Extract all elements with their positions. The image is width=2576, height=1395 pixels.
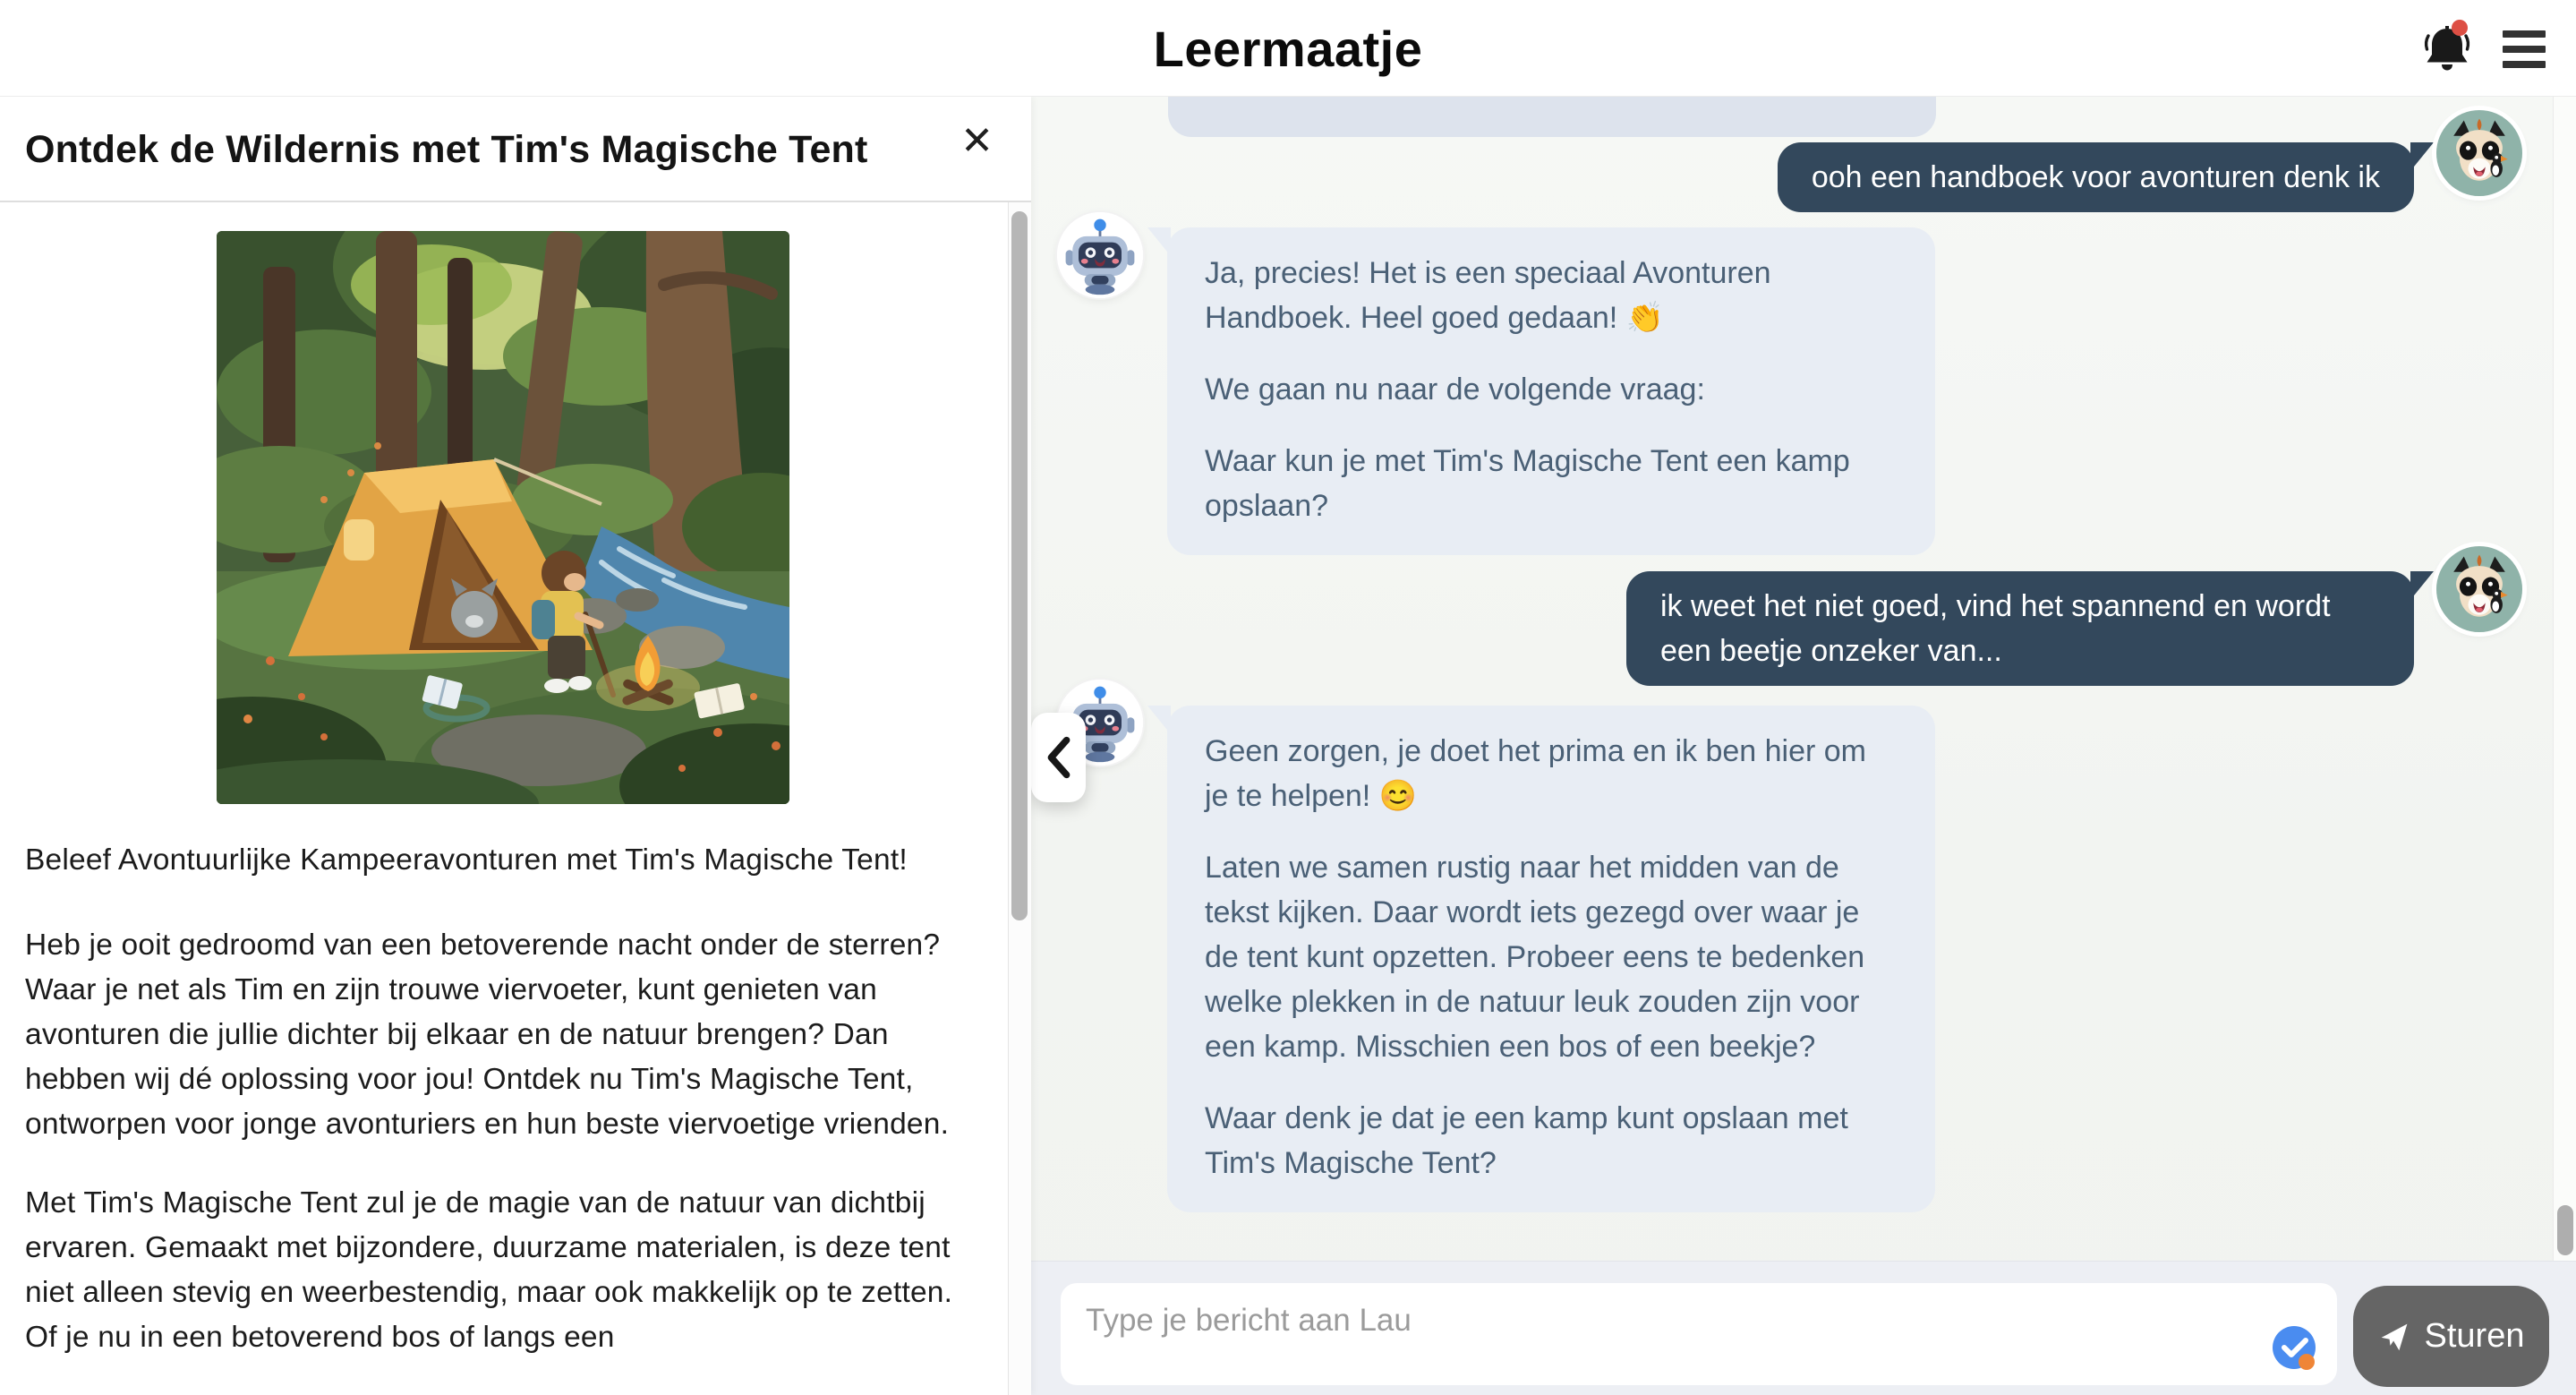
bot-paragraph: We gaan nu naar de volgende vraag:: [1205, 372, 1705, 407]
message-input[interactable]: [1061, 1283, 2337, 1385]
bot-paragraph: Ja, precies! Het is een speciaal Avonturen Handboek. Heel goed gedaan! 👏: [1205, 256, 1771, 335]
chevron-left-icon: [1041, 732, 1077, 783]
collapse-panel-button[interactable]: [1031, 713, 1086, 802]
paper-plane-icon: [2378, 1321, 2410, 1353]
user-message-row: [1057, 142, 2522, 212]
app-title: Leermaatje: [1153, 20, 1423, 77]
bot-paragraph: Laten we samen rustig naar het midden van de tekst kijken. Daar wordt iets gezegd over waar je de tent kunt opzetten. Probeer eens te bedenken welke plekken in de natuur leuk zouden zijn voor een kamp. Misschien een bos of een beekje?: [1205, 851, 1865, 1064]
chat-message-list: [1031, 97, 2553, 1261]
reading-paragraph: Beleef Avontuurlijke Kampeeravonturen met Tim's Magische Tent!: [25, 843, 908, 877]
send-button-label: Sturen: [2424, 1317, 2525, 1355]
bot-paragraph: Waar denk je dat je een kamp kunt opslaan met Tim's Magische Tent?: [1205, 1101, 1848, 1180]
grammar-check-badge-icon[interactable]: [2271, 1324, 2321, 1374]
hamburger-menu-icon[interactable]: [2503, 30, 2546, 68]
chat-scrollbar-thumb[interactable]: [2557, 1205, 2573, 1255]
user-bubble: ik weet het niet goed, vind het spannend en wordt een beetje onzeker van...: [1626, 571, 2414, 686]
camping-illustration: [217, 231, 789, 804]
reading-scrollbar-thumb[interactable]: [1011, 211, 1028, 920]
reading-panel: [0, 97, 1031, 1395]
reading-content: [0, 202, 1008, 1395]
send-button[interactable]: [2353, 1286, 2549, 1387]
chat-scrollbar: [2553, 97, 2576, 1261]
bot-bubble-partial: [1168, 97, 1936, 137]
chat-panel: [1031, 97, 2576, 1395]
user-avatar: [2436, 110, 2522, 196]
reading-title: Ontdek de Wildernis met Tim's Magische Tent: [25, 127, 868, 171]
user-bubble: ooh een handboek voor avonturen denk ik: [1778, 142, 2414, 212]
user-avatar: [2436, 546, 2522, 632]
bot-paragraph: Geen zorgen, je doet het prima en ik ben hier om je te helpen! 😊: [1205, 734, 1866, 813]
bot-avatar: [1057, 212, 1143, 298]
bot-bubble: [1167, 227, 1935, 555]
close-icon[interactable]: ✕: [960, 119, 994, 163]
notification-dot: [2452, 20, 2468, 36]
user-message-row: [1057, 571, 2522, 686]
notification-bell-button[interactable]: [2418, 20, 2476, 77]
bot-paragraph: Waar kun je met Tim's Magische Tent een kamp opslaan?: [1205, 444, 1850, 523]
bot-bubble: [1167, 706, 1935, 1212]
app-header: [0, 0, 2576, 97]
bell-icon: [2418, 20, 2476, 77]
reading-scrollbar: [1008, 202, 1031, 1395]
reading-paragraph: Met Tim's Magische Tent zul je de magie van de natuur van dichtbij ervaren. Gemaakt met bijzondere, duurzame materialen, is deze tent niet alleen stevig en weerbestendig, maar ook makkelijk op te zetten. Of je nu in een betoverend bos of langs een: [25, 1186, 953, 1354]
message-input-bar: [1031, 1261, 2576, 1395]
bot-message-row: [1057, 227, 2522, 555]
reading-panel-header: [0, 97, 1031, 202]
bot-message-row: [1057, 706, 2522, 1212]
reading-paragraph: Heb je ooit gedroomd van een betoverende nacht onder de sterren? Waar je net als Tim en zijn trouwe viervoeter, kunt genieten van avonturen die jullie dichter bij elkaar en de natuur brengen? Dan hebben wij dé oplossing voor jou! Ontdek nu Tim's Magische Tent, ontworpen voor jonge avonturiers en hun beste viervoetige vrienden.: [25, 929, 950, 1141]
